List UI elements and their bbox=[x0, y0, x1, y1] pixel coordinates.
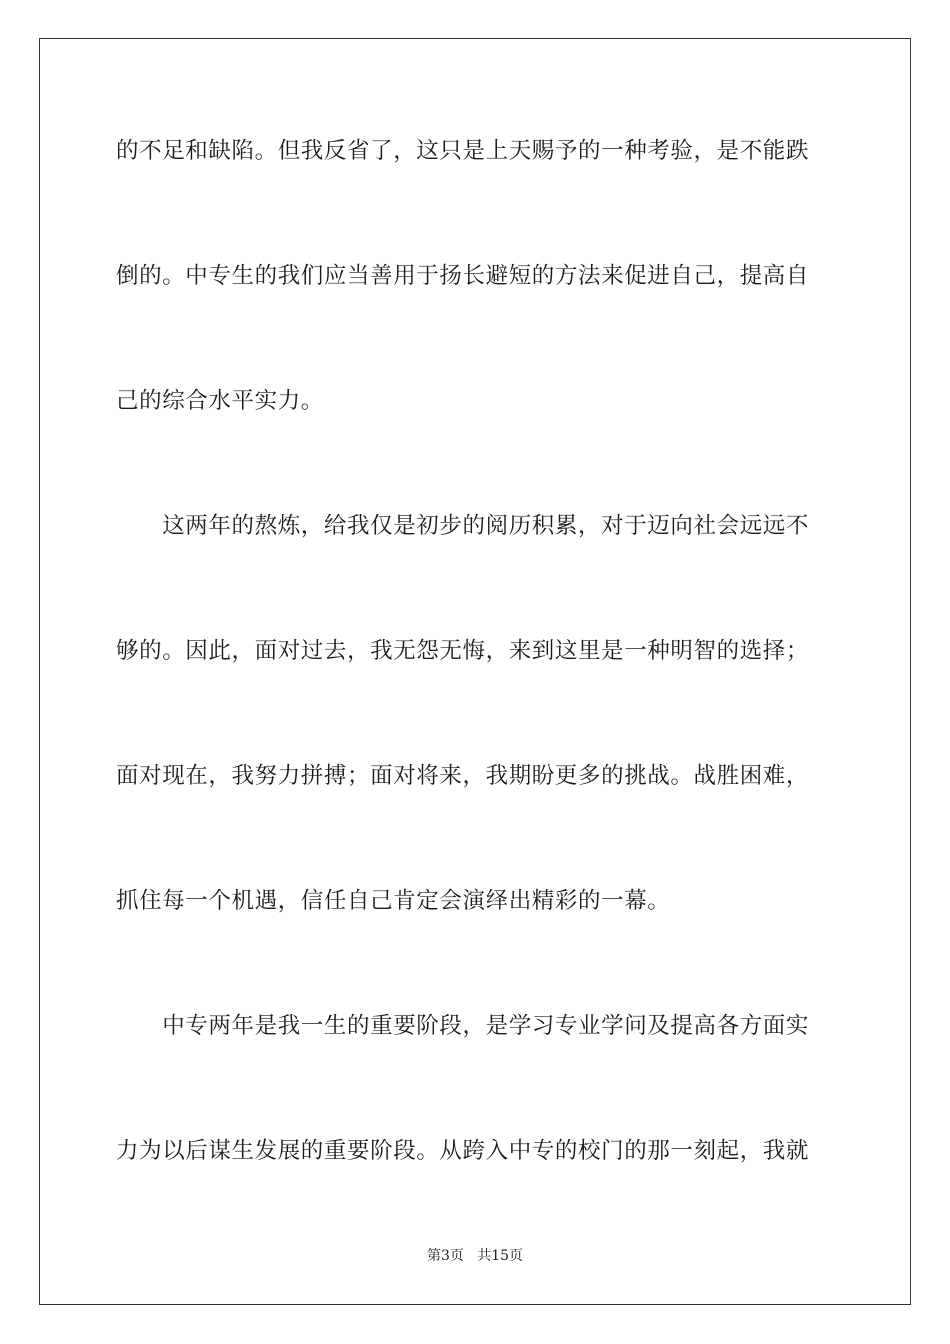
body-text-line: 力为以后谋生发展的重要阶段。从跨入中专的校门的那一刻起，我就 bbox=[116, 1138, 810, 1164]
body-text-line: 的不足和缺陷。但我反省了，这只是上天赐予的一种考验，是不能跌 bbox=[116, 138, 810, 164]
page-border bbox=[39, 38, 911, 1305]
body-text-line: 己的综合水平实力。 bbox=[116, 388, 324, 414]
body-text-line: 这两年的熬炼，给我仅是初步的阅历积累，对于迈向社会远远不 bbox=[116, 513, 810, 539]
body-text-line: 面对现在，我努力拼搏；面对将来，我期盼更多的挑战。战胜困难， bbox=[116, 763, 810, 789]
body-text-line: 中专两年是我一生的重要阶段，是学习专业学问及提高各方面实 bbox=[116, 1013, 810, 1039]
body-text-line: 抓住每一个机遇，信任自己肯定会演绎出精彩的一幕。 bbox=[116, 888, 671, 914]
body-text-line: 够的。因此，面对过去，我无怨无悔，来到这里是一种明智的选择； bbox=[116, 638, 810, 664]
page-number-footer: 第3页 共15页 bbox=[426, 1248, 524, 1264]
body-text-line: 倒的。中专生的我们应当善用于扬长避短的方法来促进自己，提高自 bbox=[116, 263, 810, 289]
